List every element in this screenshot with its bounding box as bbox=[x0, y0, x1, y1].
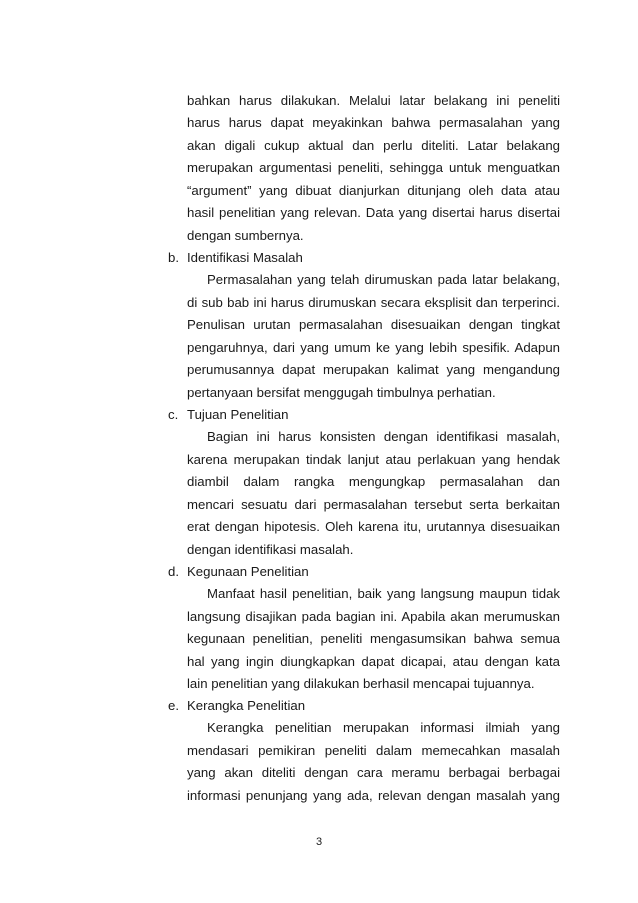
section-marker: b. bbox=[168, 250, 179, 265]
section-marker: e. bbox=[168, 698, 179, 713]
paragraph-line: langsung disajikan pada bagian ini. Apabila akan merumuskan bbox=[187, 609, 560, 624]
paragraph-line: lain penelitian yang dilakukan berhasil mencapai tujuannya. bbox=[187, 676, 535, 691]
paragraph-line: pengaruhnya, dari yang umum ke yang lebih spesifik. Adapun bbox=[187, 340, 560, 355]
section-marker: c. bbox=[168, 407, 179, 422]
section-heading-kegunaan-penelitian bbox=[168, 563, 309, 580]
paragraph-line: hal yang ingin diungkapkan dapat dicapai, atau dengan kata bbox=[187, 654, 560, 669]
section-marker: d. bbox=[168, 564, 179, 579]
section-heading-tujuan-penelitian bbox=[168, 406, 288, 423]
paragraph-line: erat dengan hipotesis. Oleh karena itu, urutannya disesuaikan bbox=[187, 519, 560, 534]
paragraph-line: pertanyaan bersifat menggugah timbulnya perhatian. bbox=[187, 385, 496, 400]
paragraph-line: akan digali cukup aktual dan perlu diteliti. Latar belakang bbox=[187, 138, 560, 153]
paragraph-line: dengan sumbernya. bbox=[187, 228, 304, 243]
paragraph-line: Permasalahan yang telah dirumuskan pada latar belakang, bbox=[207, 272, 560, 287]
page-number: 3 bbox=[315, 836, 323, 848]
paragraph-line: Penulisan urutan permasalahan disesuaikan dengan tingkat bbox=[187, 317, 560, 332]
paragraph-line: di sub bab ini harus dirumuskan secara eksplisit dan terperinci. bbox=[187, 295, 560, 310]
paragraph-line: mendasari pemikiran peneliti dalam memecahkan masalah bbox=[187, 743, 560, 758]
paragraph-line: yang akan diteliti dengan cara meramu berbagai berbagai bbox=[187, 765, 560, 780]
paragraph-line: merupakan argumentasi peneliti, sehingga untuk menguatkan bbox=[187, 160, 560, 175]
paragraph-line: Kerangka penelitian merupakan informasi ilmiah yang bbox=[207, 720, 560, 735]
paragraph-line: hasil penelitian yang relevan. Data yang disertai harus disertai bbox=[187, 205, 560, 220]
section-title: Tujuan Penelitian bbox=[187, 407, 289, 422]
paragraph-line: harus harus dapat meyakinkan bahwa permasalahan yang bbox=[187, 115, 560, 130]
section-heading-kerangka-penelitian bbox=[168, 697, 305, 714]
section-title: Identifikasi Masalah bbox=[187, 250, 303, 265]
paragraph-line: mencari sesuatu dari permasalahan tersebut serta berkaitan bbox=[187, 497, 560, 512]
paragraph-line: informasi penunjang yang ada, relevan dengan masalah yang bbox=[187, 788, 560, 803]
section-title: Kegunaan Penelitian bbox=[187, 564, 309, 579]
paragraph-line: kegunaan penelitian, peneliti mengasumsikan bahwa semua bbox=[187, 631, 560, 646]
paragraph-line: karena merupakan tindak lanjut atau perlakuan yang hendak bbox=[187, 452, 560, 467]
paragraph-line: bahkan harus dilakukan. Melalui latar belakang ini peneliti bbox=[187, 93, 560, 108]
section-title: Kerangka Penelitian bbox=[187, 698, 306, 713]
section-heading-identifikasi-masalah bbox=[168, 249, 303, 266]
paragraph-line: dengan identifikasi masalah. bbox=[187, 542, 354, 557]
paragraph-line: perumusannya dapat merupakan kalimat yang mengandung bbox=[187, 362, 560, 377]
paragraph-line: Bagian ini harus konsisten dengan identifikasi masalah, bbox=[207, 429, 560, 444]
paragraph-line: Manfaat hasil penelitian, baik yang langsung maupun tidak bbox=[207, 586, 560, 601]
paragraph-line: “argument” yang dibuat dianjurkan ditunjang oleh data atau bbox=[187, 183, 560, 198]
paragraph-line: diambil dalam rangka mengungkap permasalahan dan bbox=[187, 474, 560, 489]
